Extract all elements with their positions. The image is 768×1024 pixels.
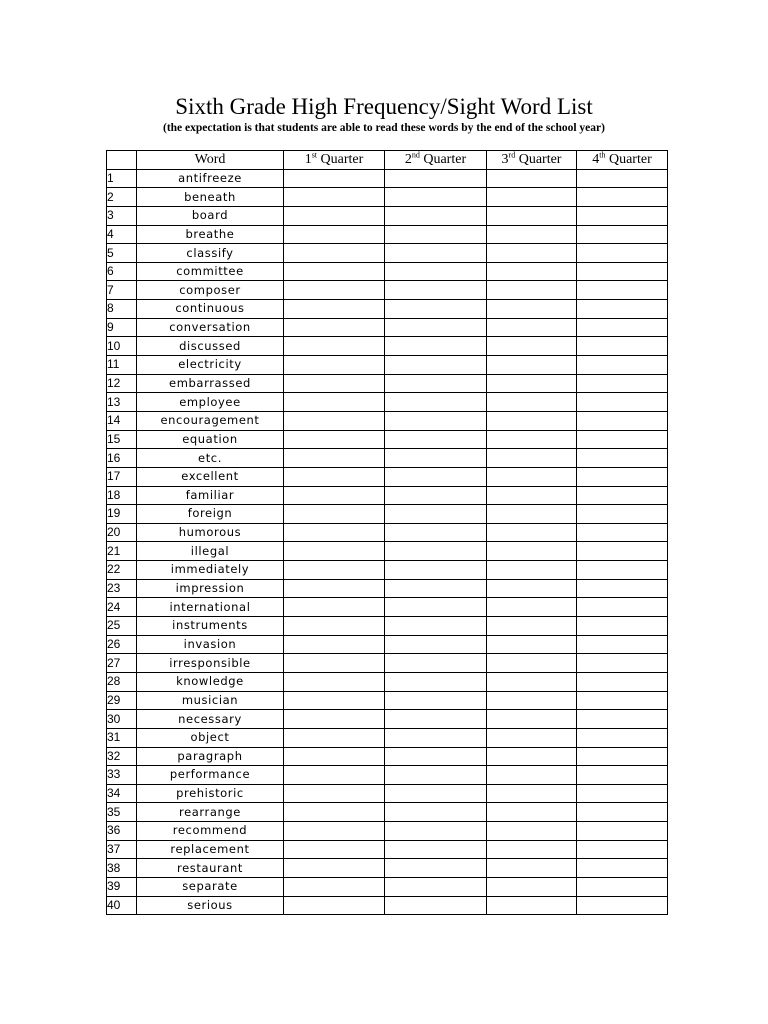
quarter-2-cell	[385, 654, 487, 673]
quarter-2-cell	[385, 710, 487, 729]
word-list-table	[106, 150, 668, 915]
quarter-1-cell	[284, 896, 385, 915]
sight-word: foreign	[137, 505, 284, 524]
quarter-3-cell	[487, 803, 577, 822]
sight-word: immediately	[137, 561, 284, 580]
row-number: 38	[107, 859, 137, 878]
quarter-2-cell	[385, 430, 487, 449]
row-number: 28	[107, 672, 137, 691]
sight-word: discussed	[137, 337, 284, 356]
quarter-1-cell	[284, 766, 385, 785]
row-number: 11	[107, 356, 137, 375]
row-number: 13	[107, 393, 137, 412]
sight-word: equation	[137, 430, 284, 449]
quarter-4-cell	[577, 617, 668, 636]
quarter-1-cell	[284, 728, 385, 747]
quarter-4-cell	[577, 710, 668, 729]
sight-word: electricity	[137, 356, 284, 375]
row-number: 27	[107, 654, 137, 673]
sight-word: invasion	[137, 635, 284, 654]
quarter-4-cell	[577, 486, 668, 505]
table-row	[107, 486, 668, 505]
sight-word: continuous	[137, 300, 284, 319]
quarter-1-cell	[284, 356, 385, 375]
quarter-4-cell	[577, 318, 668, 337]
row-number: 4	[107, 225, 137, 244]
quarter-2-cell	[385, 337, 487, 356]
quarter-3-cell	[487, 579, 577, 598]
quarter-3-cell	[487, 449, 577, 468]
quarter-3-cell	[487, 784, 577, 803]
quarter-3-cell	[487, 766, 577, 785]
quarter-2-cell	[385, 374, 487, 393]
quarter-2-cell	[385, 542, 487, 561]
quarter-3-cell	[487, 206, 577, 225]
quarter-2-cell	[385, 523, 487, 542]
quarter-2-cell	[385, 672, 487, 691]
sight-word: employee	[137, 393, 284, 412]
quarter-4-cell	[577, 505, 668, 524]
quarter-2-cell	[385, 225, 487, 244]
quarter-2-cell	[385, 766, 487, 785]
sight-word: composer	[137, 281, 284, 300]
sight-word: encouragement	[137, 411, 284, 430]
quarter-2-cell	[385, 859, 487, 878]
quarter-3-cell	[487, 598, 577, 617]
quarter-1-cell	[284, 672, 385, 691]
sight-word: beneath	[137, 188, 284, 207]
quarter-2-cell	[385, 877, 487, 896]
table-row	[107, 281, 668, 300]
row-number: 7	[107, 281, 137, 300]
quarter-4-cell	[577, 877, 668, 896]
quarter-4-cell	[577, 635, 668, 654]
quarter-2-cell	[385, 896, 487, 915]
quarter-3-cell	[487, 262, 577, 281]
quarter-3-cell	[487, 486, 577, 505]
sight-word: restaurant	[137, 859, 284, 878]
quarter-2-cell	[385, 728, 487, 747]
row-number: 15	[107, 430, 137, 449]
sight-word: separate	[137, 877, 284, 896]
quarter-2-cell	[385, 411, 487, 430]
sight-word: international	[137, 598, 284, 617]
sight-word: familiar	[137, 486, 284, 505]
quarter-2-cell	[385, 803, 487, 822]
row-number: 9	[107, 318, 137, 337]
sight-word: impression	[137, 579, 284, 598]
row-number: 6	[107, 262, 137, 281]
quarter-1-cell	[284, 747, 385, 766]
quarter-4-cell	[577, 225, 668, 244]
quarter-1-cell	[284, 300, 385, 319]
quarter-1-cell	[284, 337, 385, 356]
row-number: 25	[107, 617, 137, 636]
quarter-1-cell	[284, 505, 385, 524]
sight-word: performance	[137, 766, 284, 785]
quarter-1-cell	[284, 691, 385, 710]
sight-word: breathe	[137, 225, 284, 244]
quarter-1-cell	[284, 710, 385, 729]
word-rows	[107, 169, 668, 915]
quarter-3-cell	[487, 542, 577, 561]
row-number: 3	[107, 206, 137, 225]
quarter-4-cell	[577, 169, 668, 188]
quarter-1-cell	[284, 169, 385, 188]
table-row	[107, 356, 668, 375]
quarter-2-cell	[385, 206, 487, 225]
quarter-2-cell	[385, 281, 487, 300]
quarter-2-cell	[385, 318, 487, 337]
quarter-4-cell	[577, 840, 668, 859]
quarter-3-cell	[487, 169, 577, 188]
quarter-1-cell	[284, 430, 385, 449]
quarter-1-cell	[284, 877, 385, 896]
quarter-2-cell	[385, 747, 487, 766]
sight-word: prehistoric	[137, 784, 284, 803]
sight-word: necessary	[137, 710, 284, 729]
row-number: 12	[107, 374, 137, 393]
quarter-2-cell	[385, 691, 487, 710]
quarter-3-cell	[487, 430, 577, 449]
quarter-4-cell	[577, 766, 668, 785]
quarter-1-cell	[284, 523, 385, 542]
sight-word: classify	[137, 244, 284, 263]
table-row	[107, 523, 668, 542]
quarter-3-cell	[487, 877, 577, 896]
quarter-4-cell	[577, 859, 668, 878]
quarter-2-cell	[385, 262, 487, 281]
quarter-2-cell	[385, 300, 487, 319]
table-row	[107, 784, 668, 803]
quarter-3-cell	[487, 654, 577, 673]
row-number: 36	[107, 822, 137, 841]
row-number: 40	[107, 896, 137, 915]
row-number: 35	[107, 803, 137, 822]
table-row	[107, 169, 668, 188]
quarter-1-cell	[284, 654, 385, 673]
quarter-4-cell	[577, 896, 668, 915]
table-row	[107, 654, 668, 673]
row-number: 8	[107, 300, 137, 319]
table-row	[107, 449, 668, 468]
table-row	[107, 561, 668, 580]
row-number: 26	[107, 635, 137, 654]
table-row	[107, 635, 668, 654]
quarter-3-cell	[487, 356, 577, 375]
quarter-3-cell	[487, 337, 577, 356]
table-row	[107, 766, 668, 785]
table-row	[107, 877, 668, 896]
quarter-2-cell	[385, 784, 487, 803]
quarter-1-cell	[284, 803, 385, 822]
table-row	[107, 225, 668, 244]
quarter-3-cell	[487, 859, 577, 878]
quarter-1-cell	[284, 542, 385, 561]
table-row	[107, 840, 668, 859]
quarter-4-cell	[577, 598, 668, 617]
sight-word: knowledge	[137, 672, 284, 691]
row-number: 23	[107, 579, 137, 598]
quarter-1-cell	[284, 318, 385, 337]
quarter-1-cell	[284, 635, 385, 654]
row-number: 5	[107, 244, 137, 263]
quarter-4-cell	[577, 411, 668, 430]
sight-word: committee	[137, 262, 284, 281]
quarter-4-cell	[577, 747, 668, 766]
sight-word: antifreeze	[137, 169, 284, 188]
sight-word: paragraph	[137, 747, 284, 766]
quarter-1-cell	[284, 486, 385, 505]
table-row	[107, 300, 668, 319]
row-number: 14	[107, 411, 137, 430]
quarter-3-cell	[487, 188, 577, 207]
quarter-1-cell	[284, 561, 385, 580]
row-number: 17	[107, 467, 137, 486]
quarter-2-cell	[385, 356, 487, 375]
sight-word: irresponsible	[137, 654, 284, 673]
table-row	[107, 318, 668, 337]
quarter-1-cell	[284, 281, 385, 300]
quarter-4-cell	[577, 244, 668, 263]
table-row	[107, 430, 668, 449]
sight-word: instruments	[137, 617, 284, 636]
quarter-2-cell	[385, 393, 487, 412]
quarter-3-cell	[487, 728, 577, 747]
sight-word: illegal	[137, 542, 284, 561]
sight-word: object	[137, 728, 284, 747]
quarter-4-header: 4th Quarter	[577, 151, 668, 170]
row-number: 20	[107, 523, 137, 542]
page-title: Sixth Grade High Frequency/Sight Word List	[175, 94, 593, 119]
quarter-1-cell	[284, 393, 385, 412]
quarter-4-cell	[577, 822, 668, 841]
sight-word: excellent	[137, 467, 284, 486]
quarter-3-cell	[487, 635, 577, 654]
quarter-4-cell	[577, 561, 668, 580]
quarter-3-cell	[487, 523, 577, 542]
sight-word: conversation	[137, 318, 284, 337]
quarter-3-cell	[487, 691, 577, 710]
table-row	[107, 859, 668, 878]
quarter-1-cell	[284, 859, 385, 878]
sight-word: recommend	[137, 822, 284, 841]
quarter-4-cell	[577, 467, 668, 486]
quarter-3-cell	[487, 896, 577, 915]
quarter-4-cell	[577, 654, 668, 673]
quarter-4-cell	[577, 728, 668, 747]
table-row	[107, 747, 668, 766]
quarter-3-cell	[487, 822, 577, 841]
quarter-1-cell	[284, 784, 385, 803]
row-number: 24	[107, 598, 137, 617]
row-number: 18	[107, 486, 137, 505]
quarter-4-cell	[577, 579, 668, 598]
quarter-1-cell	[284, 617, 385, 636]
row-number: 37	[107, 840, 137, 859]
quarter-2-cell	[385, 449, 487, 468]
row-number: 29	[107, 691, 137, 710]
quarter-3-cell	[487, 505, 577, 524]
quarter-4-cell	[577, 803, 668, 822]
quarter-2-cell	[385, 635, 487, 654]
table-row	[107, 206, 668, 225]
quarter-1-cell	[284, 262, 385, 281]
row-number: 32	[107, 747, 137, 766]
row-number: 10	[107, 337, 137, 356]
quarter-4-cell	[577, 356, 668, 375]
table-row	[107, 691, 668, 710]
quarter-4-cell	[577, 300, 668, 319]
row-number: 21	[107, 542, 137, 561]
sight-word: humorous	[137, 523, 284, 542]
quarter-4-cell	[577, 449, 668, 468]
quarter-1-cell	[284, 188, 385, 207]
table-row	[107, 598, 668, 617]
quarter-1-cell	[284, 579, 385, 598]
quarter-2-cell	[385, 617, 487, 636]
row-number: 33	[107, 766, 137, 785]
page-subtitle: (the expectation is that students are able to read these words by the end of the school year)	[163, 122, 605, 134]
table-row	[107, 728, 668, 747]
table-row	[107, 188, 668, 207]
number-header	[107, 151, 137, 170]
quarter-4-cell	[577, 672, 668, 691]
quarter-1-header: 1st Quarter	[284, 151, 385, 170]
sight-word: board	[137, 206, 284, 225]
quarter-4-cell	[577, 784, 668, 803]
quarter-4-cell	[577, 430, 668, 449]
table-row	[107, 337, 668, 356]
table-row	[107, 467, 668, 486]
quarter-1-cell	[284, 449, 385, 468]
quarter-3-cell	[487, 747, 577, 766]
quarter-4-cell	[577, 691, 668, 710]
quarter-3-cell	[487, 467, 577, 486]
quarter-3-cell	[487, 225, 577, 244]
quarter-1-cell	[284, 244, 385, 263]
quarter-2-cell	[385, 598, 487, 617]
quarter-3-cell	[487, 244, 577, 263]
quarter-1-cell	[284, 374, 385, 393]
sight-word: rearrange	[137, 803, 284, 822]
quarter-3-header: 3rd Quarter	[487, 151, 577, 170]
quarter-3-cell	[487, 561, 577, 580]
quarter-3-cell	[487, 374, 577, 393]
quarter-2-cell	[385, 244, 487, 263]
sight-word: replacement	[137, 840, 284, 859]
row-number: 34	[107, 784, 137, 803]
quarter-3-cell	[487, 840, 577, 859]
quarter-2-cell	[385, 579, 487, 598]
quarter-4-cell	[577, 523, 668, 542]
sight-word: embarrassed	[137, 374, 284, 393]
quarter-1-cell	[284, 598, 385, 617]
sight-word: serious	[137, 896, 284, 915]
quarter-2-cell	[385, 486, 487, 505]
quarter-4-cell	[577, 262, 668, 281]
table-row	[107, 393, 668, 412]
quarter-2-cell	[385, 505, 487, 524]
table-row	[107, 617, 668, 636]
header-row	[107, 151, 668, 170]
table-row	[107, 542, 668, 561]
quarter-1-cell	[284, 206, 385, 225]
quarter-2-cell	[385, 822, 487, 841]
quarter-2-cell	[385, 840, 487, 859]
quarter-3-cell	[487, 710, 577, 729]
row-number: 31	[107, 728, 137, 747]
quarter-2-cell	[385, 561, 487, 580]
row-number: 30	[107, 710, 137, 729]
table-row	[107, 262, 668, 281]
word-header: Word	[137, 151, 284, 170]
quarter-3-cell	[487, 393, 577, 412]
quarter-4-cell	[577, 337, 668, 356]
table-row	[107, 505, 668, 524]
row-number: 1	[107, 169, 137, 188]
sight-word: etc.	[137, 449, 284, 468]
quarter-1-cell	[284, 411, 385, 430]
quarter-4-cell	[577, 393, 668, 412]
table-row	[107, 579, 668, 598]
row-number: 16	[107, 449, 137, 468]
quarter-4-cell	[577, 374, 668, 393]
table-row	[107, 672, 668, 691]
quarter-3-cell	[487, 281, 577, 300]
sight-word: musician	[137, 691, 284, 710]
quarter-4-cell	[577, 281, 668, 300]
row-number: 39	[107, 877, 137, 896]
table-row	[107, 822, 668, 841]
table-row	[107, 896, 668, 915]
quarter-2-cell	[385, 169, 487, 188]
quarter-3-cell	[487, 411, 577, 430]
table-row	[107, 244, 668, 263]
quarter-1-cell	[284, 840, 385, 859]
quarter-1-cell	[284, 225, 385, 244]
table-row	[107, 803, 668, 822]
table-row	[107, 374, 668, 393]
quarter-1-cell	[284, 822, 385, 841]
row-number: 22	[107, 561, 137, 580]
quarter-2-cell	[385, 188, 487, 207]
quarter-2-cell	[385, 467, 487, 486]
row-number: 19	[107, 505, 137, 524]
quarter-4-cell	[577, 188, 668, 207]
row-number: 2	[107, 188, 137, 207]
quarter-4-cell	[577, 206, 668, 225]
quarter-3-cell	[487, 300, 577, 319]
quarter-4-cell	[577, 542, 668, 561]
quarter-3-cell	[487, 617, 577, 636]
quarter-2-header: 2nd Quarter	[385, 151, 487, 170]
quarter-1-cell	[284, 467, 385, 486]
table-row	[107, 411, 668, 430]
quarter-3-cell	[487, 318, 577, 337]
quarter-3-cell	[487, 672, 577, 691]
table-row	[107, 710, 668, 729]
